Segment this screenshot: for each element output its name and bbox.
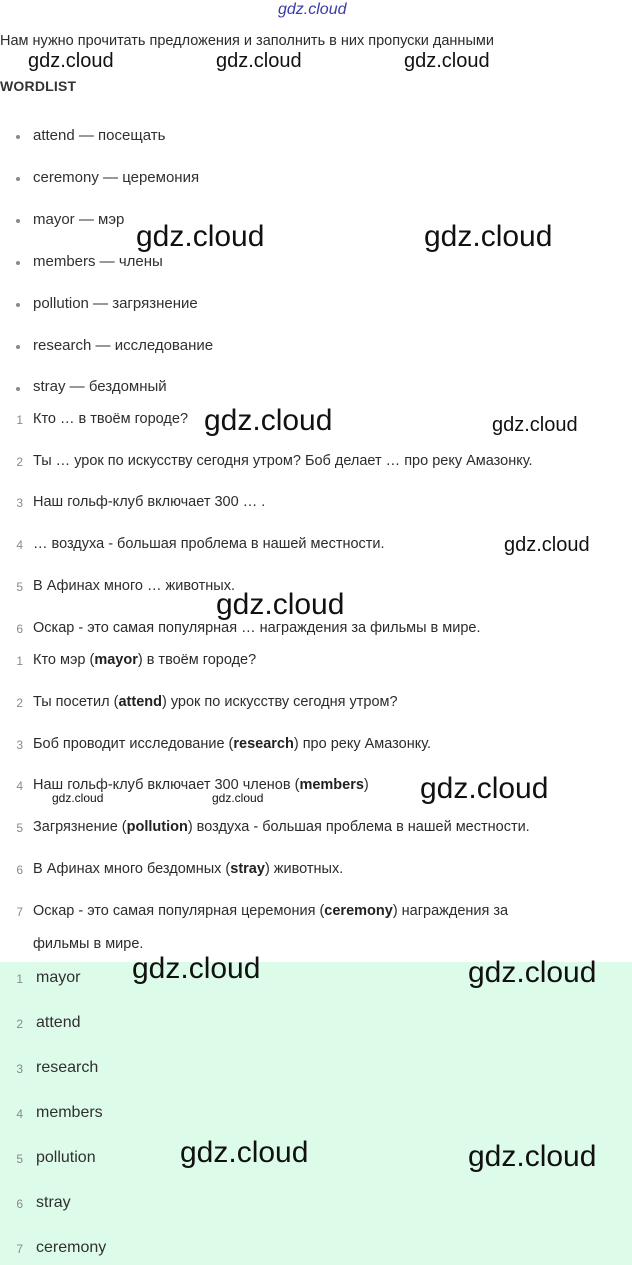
- answer-number: 7: [16, 1242, 23, 1256]
- answer-word: stray: [230, 861, 265, 877]
- answer-number: 2: [16, 1017, 23, 1031]
- watermark: gdz.cloud: [504, 534, 590, 556]
- answers-panel: [0, 962, 632, 1265]
- translation-sentence: Оскар - это самая популярная церемония (ceremony) награждения за: [33, 903, 509, 919]
- wordlist-item: pollution — загрязнение: [33, 295, 198, 312]
- translation-sentence: Ты посетил (attend) урок по искусству сегодня утром?: [33, 694, 398, 710]
- exercise-sentence: Оскар - это самая популярная … награждения за фильмы в мире.: [33, 620, 481, 636]
- item-number: 5: [16, 821, 23, 835]
- watermark: gdz.cloud: [136, 220, 265, 253]
- watermark: gdz.cloud: [180, 1136, 309, 1169]
- answer-word: members: [299, 777, 364, 793]
- bullet-icon: [16, 219, 20, 223]
- answer-word: pollution: [126, 819, 188, 835]
- watermark: gdz.cloud: [52, 791, 104, 805]
- item-number: 5: [16, 580, 23, 594]
- answer-word: ceremony: [324, 903, 393, 919]
- watermark: gdz.cloud: [424, 220, 553, 253]
- item-number: 1: [16, 413, 23, 427]
- answer-word: attend: [36, 1014, 81, 1031]
- watermark: gdz.cloud: [212, 791, 264, 805]
- answer-word: pollution: [36, 1149, 96, 1166]
- translation-sentence: Кто мэр (mayor) в твоём городе?: [33, 652, 257, 668]
- answer-word: members: [36, 1104, 103, 1121]
- exercise-sentence: В Афинах много … животных.: [33, 578, 235, 594]
- exercise-sentence: Кто … в твоём городе?: [33, 411, 189, 427]
- answer-word: research: [36, 1059, 99, 1076]
- item-number: 2: [16, 696, 23, 710]
- answer-word: attend: [118, 694, 162, 710]
- translation-continuation: фильмы в мире.: [33, 936, 144, 952]
- bullet-icon: [16, 303, 20, 307]
- item-number: 3: [16, 738, 23, 752]
- watermark: gdz.cloud: [216, 50, 302, 72]
- top-watermark: gdz.cloud: [278, 1, 347, 18]
- translation-sentence: Боб проводит исследование (research) про реку Амазонку.: [33, 736, 432, 752]
- item-number: 2: [16, 455, 23, 469]
- wordlist-heading: WORDLIST: [0, 78, 77, 94]
- answer-number: 4: [16, 1107, 23, 1121]
- answer-number: 1: [16, 972, 23, 986]
- bullet-icon: [16, 177, 20, 181]
- translation-sentence: Загрязнение (pollution) воздуха - большая проблема в нашей местности.: [33, 819, 530, 835]
- exercise-sentence: Наш гольф-клуб включает 300 … .: [33, 494, 266, 510]
- watermark: gdz.cloud: [404, 50, 490, 72]
- watermark: gdz.cloud: [468, 956, 597, 989]
- item-number: 1: [16, 654, 23, 668]
- intro-text: Нам нужно прочитать предложения и заполнить в них пропуски данными: [0, 33, 494, 49]
- wordlist-item: members — члены: [33, 253, 163, 270]
- answer-number: 6: [16, 1197, 23, 1211]
- answer-word: research: [233, 736, 294, 752]
- item-number: 7: [16, 905, 23, 919]
- translation-sentence: Наш гольф-клуб включает 300 членов (members): [33, 777, 369, 793]
- answer-number: 5: [16, 1152, 23, 1166]
- wordlist-item: stray — бездомный: [33, 378, 167, 395]
- watermark: gdz.cloud: [132, 952, 261, 985]
- item-number: 4: [16, 538, 23, 552]
- watermark: gdz.cloud: [468, 1140, 597, 1173]
- wordlist-item: research — исследование: [33, 337, 214, 354]
- watermark: gdz.cloud: [492, 414, 578, 436]
- wordlist-item: attend — посещать: [33, 127, 166, 144]
- item-number: 3: [16, 496, 23, 510]
- item-number: 6: [16, 863, 23, 877]
- item-number: 4: [16, 779, 23, 793]
- watermark: gdz.cloud: [204, 404, 333, 437]
- bullet-icon: [16, 387, 20, 391]
- bullet-icon: [16, 261, 20, 265]
- exercise-sentence: Ты … урок по искусству сегодня утром? Боб делает … про реку Амазонку.: [33, 453, 533, 469]
- answer-word: mayor: [36, 969, 81, 986]
- item-number: 6: [16, 622, 23, 636]
- answer-word: stray: [36, 1194, 71, 1211]
- answer-word: ceremony: [36, 1239, 107, 1256]
- watermark: gdz.cloud: [420, 772, 549, 805]
- watermark: gdz.cloud: [216, 588, 345, 621]
- bullet-icon: [16, 135, 20, 139]
- answer-number: 3: [16, 1062, 23, 1076]
- watermark: gdz.cloud: [28, 50, 114, 72]
- exercise-sentence: … воздуха - большая проблема в нашей местности.: [33, 536, 385, 552]
- wordlist-item: mayor — мэр: [33, 211, 125, 228]
- bullet-icon: [16, 345, 20, 349]
- translation-sentence: В Афинах много бездомных (stray) животных.: [33, 861, 344, 877]
- wordlist-item: ceremony — церемония: [33, 169, 200, 186]
- answer-word: mayor: [94, 652, 138, 668]
